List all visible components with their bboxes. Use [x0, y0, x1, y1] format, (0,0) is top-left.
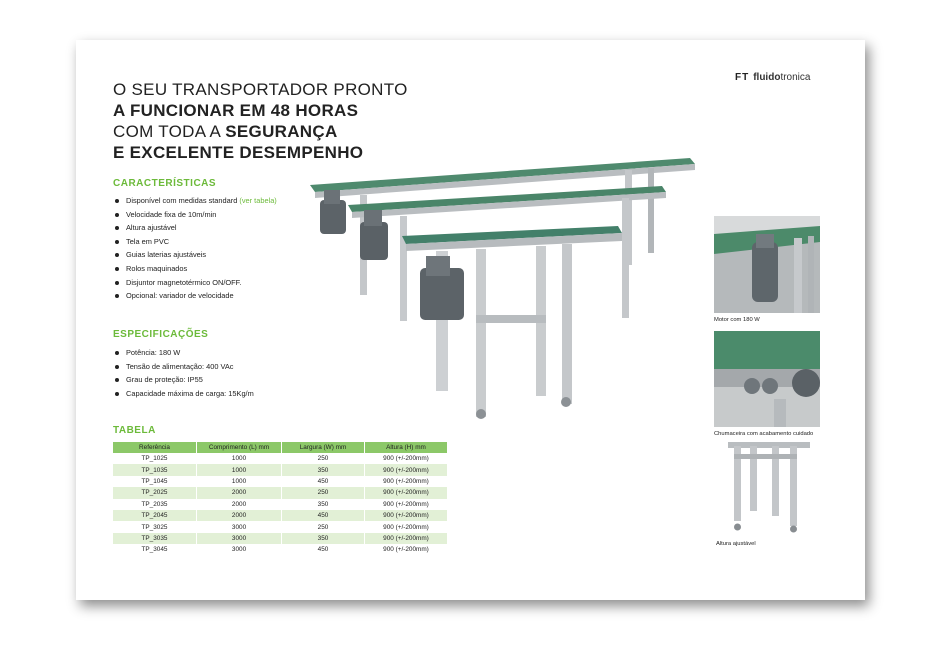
cell: 900 (+/-200mm)	[364, 476, 447, 487]
conveyor-short	[402, 226, 622, 419]
motor-photo	[714, 216, 820, 313]
cell: 3000	[196, 533, 281, 544]
brand-name-rest: tronica	[780, 72, 811, 83]
cell: 450	[282, 476, 365, 487]
item-text: Disponível com medidas standard	[126, 196, 240, 205]
cell: TP_2025	[113, 487, 196, 498]
cell: 3000	[196, 521, 281, 532]
brand-logo	[735, 72, 810, 83]
title-line-1: O SEU TRANSPORTADOR PRONTO	[113, 80, 408, 99]
motor-caption: Motor com 180 W	[714, 317, 760, 323]
title-line-4: E EXCELENTE DESEMPENHO	[113, 143, 364, 162]
cell: 450	[282, 510, 365, 521]
table-row	[113, 521, 448, 532]
cell: TP_1025	[113, 453, 196, 464]
cell: TP_2035	[113, 499, 196, 510]
col-header: Comprimento (L) mm	[196, 442, 281, 453]
cell: 900 (+/-200mm)	[364, 510, 447, 521]
table-row	[113, 453, 448, 464]
table-row	[113, 476, 448, 487]
list-item: Rolos maquinados	[113, 262, 277, 276]
cell: 900 (+/-200mm)	[364, 464, 447, 475]
list-item: Velocidade fixa de 10m/min	[113, 208, 277, 222]
table-row	[113, 487, 448, 498]
list-item: Potência: 180 W	[113, 346, 254, 360]
cell: TP_2045	[113, 510, 196, 521]
cell: 1000	[196, 476, 281, 487]
table-row	[113, 544, 448, 555]
cell: 900 (+/-200mm)	[364, 499, 447, 510]
title-line-3-normal: COM TODA A	[113, 122, 226, 141]
table-header-row	[113, 442, 448, 453]
list-item: Opcional: variador de velocidade	[113, 289, 277, 303]
table-row	[113, 499, 448, 510]
cell: TP_1045	[113, 476, 196, 487]
cell: 900 (+/-200mm)	[364, 533, 447, 544]
brand-mark: FT	[735, 72, 750, 83]
cell: TP_3035	[113, 533, 196, 544]
cell: 1000	[196, 464, 281, 475]
conveyor-medium	[348, 186, 666, 321]
cell: 350	[282, 499, 365, 510]
cell: 1000	[196, 453, 281, 464]
col-header: Altura (H) mm	[364, 442, 447, 453]
list-item: Disjuntor magnetotérmico ON/OFF.	[113, 276, 277, 290]
col-header: Largura (W) mm	[282, 442, 365, 453]
ver-tabela-link[interactable]: (ver tabela)	[239, 196, 277, 205]
cell: TP_3025	[113, 521, 196, 532]
cell: 2000	[196, 499, 281, 510]
title-line-3-bold: SEGURANÇA	[225, 122, 338, 141]
col-header: Referência	[113, 442, 196, 453]
especificacoes-list	[113, 346, 254, 400]
list-item: Tensão de alimentação: 400 VAc	[113, 360, 254, 374]
brand-name-bold: fluido	[753, 72, 781, 83]
table-row	[113, 533, 448, 544]
height-caption: Altura ajustável	[716, 541, 756, 547]
cell: 250	[282, 487, 365, 498]
list-item: Capacidade máxima de carga: 15Kg/m	[113, 387, 254, 401]
caracteristicas-heading: CARACTERÍSTICAS	[113, 178, 217, 189]
tabela-heading: TABELA	[113, 425, 156, 436]
cell: 900 (+/-200mm)	[364, 544, 447, 555]
especificacoes-heading: ESPECIFICAÇÕES	[113, 329, 209, 340]
table-row	[113, 510, 448, 521]
cell: 900 (+/-200mm)	[364, 453, 447, 464]
conveyors-illustration	[300, 150, 700, 425]
cell: TP_1035	[113, 464, 196, 475]
cell: 2000	[196, 487, 281, 498]
bearing-caption: Chumaceira com acabamento cuidado	[714, 431, 814, 437]
list-item: Tela em PVC	[113, 235, 277, 249]
title-line-3	[113, 121, 408, 142]
title-line-2: A FUNCIONAR EM 48 HORAS	[113, 101, 359, 120]
dimensions-table	[113, 442, 448, 556]
adjustable-height-photo	[714, 442, 820, 534]
cell: 2000	[196, 510, 281, 521]
bearing-photo	[714, 331, 820, 427]
cell: 450	[282, 544, 365, 555]
list-item: Grau de proteção: IP55	[113, 373, 254, 387]
caracteristicas-list	[113, 194, 277, 303]
cell: 350	[282, 464, 365, 475]
list-item: Altura ajustável	[113, 221, 277, 235]
cell: 350	[282, 533, 365, 544]
cell: 3000	[196, 544, 281, 555]
list-item	[113, 194, 277, 208]
table-row	[113, 464, 448, 475]
cell: 250	[282, 453, 365, 464]
cell: 250	[282, 521, 365, 532]
cell: 900 (+/-200mm)	[364, 521, 447, 532]
brand-name	[753, 72, 810, 83]
cell: TP_3045	[113, 544, 196, 555]
list-item: Guias laterias ajustáveis	[113, 248, 277, 262]
cell: 900 (+/-200mm)	[364, 487, 447, 498]
